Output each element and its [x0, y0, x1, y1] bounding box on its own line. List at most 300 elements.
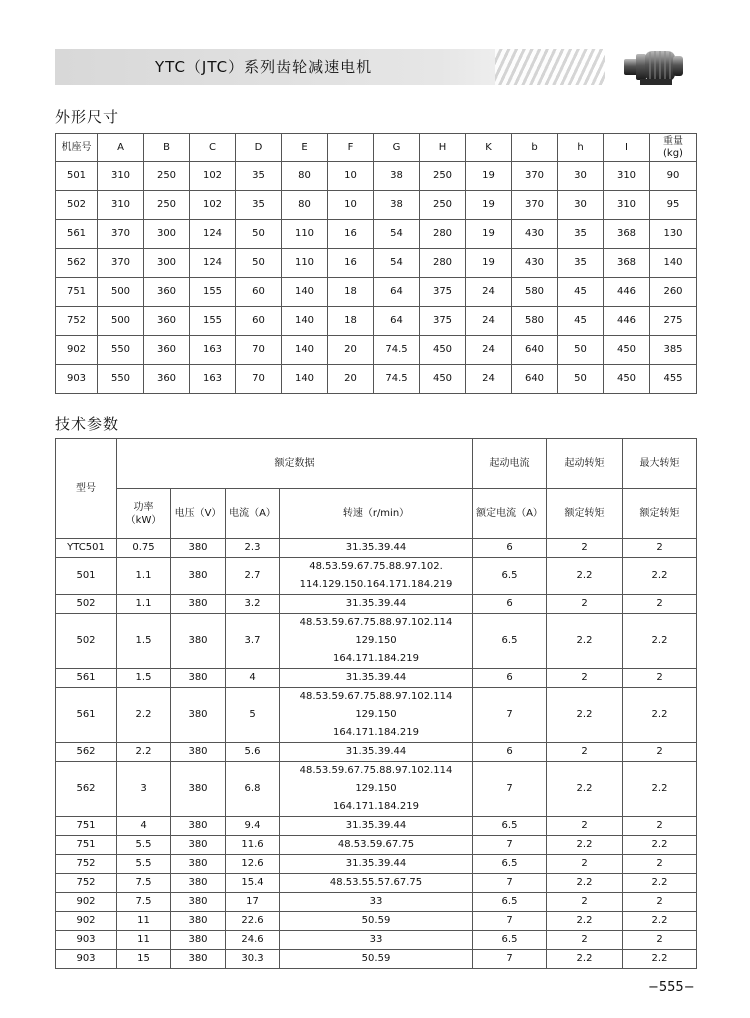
table-cell: 360 [144, 307, 190, 336]
table-cell-model: 902 [56, 893, 117, 912]
table-row [56, 817, 697, 836]
speed-line: 48.53.59.67.75 [337, 839, 415, 850]
table-cell-max-torque: 2 [623, 855, 697, 874]
table-cell: 45 [558, 278, 604, 307]
table-cell: 450 [604, 365, 650, 394]
table-cell-max-torque: 2.2 [623, 836, 697, 855]
table-cell: 38 [374, 191, 420, 220]
table-cell-model: 561 [56, 688, 117, 743]
table-cell: 360 [144, 278, 190, 307]
table-cell: 580 [512, 307, 558, 336]
table-row [56, 365, 697, 394]
table-cell: 18 [328, 307, 374, 336]
speed-line: 164.171.184.219 [333, 653, 419, 664]
table-cell: 500 [98, 278, 144, 307]
table-cell-speed [280, 669, 473, 688]
table-cell-start-current: 6 [473, 743, 547, 762]
table-row [56, 762, 697, 817]
table-cell: 20 [328, 365, 374, 394]
table-cell: 502 [56, 191, 98, 220]
table-cell-start-current: 7 [473, 836, 547, 855]
header-stripes [495, 49, 605, 85]
table-cell-model: 751 [56, 817, 117, 836]
table-cell-start-current: 7 [473, 950, 547, 969]
table-cell: 140 [282, 278, 328, 307]
table-cell-model: 502 [56, 595, 117, 614]
table-cell: 38 [374, 162, 420, 191]
table-cell-model: 562 [56, 762, 117, 817]
page-number: −555− [648, 980, 695, 995]
table-cell: 140 [650, 249, 697, 278]
table-cell-start-current: 6.5 [473, 855, 547, 874]
column-header: 重量 (kg) [650, 134, 697, 162]
table-cell-start-torque: 2 [547, 893, 623, 912]
table-row [56, 743, 697, 762]
table-cell-power: 1.5 [117, 669, 171, 688]
table-cell-start-current: 6 [473, 669, 547, 688]
table-cell-power: 5.5 [117, 855, 171, 874]
column-header: C [190, 134, 236, 162]
table-cell: 19 [466, 249, 512, 278]
speed-line: 50.59 [361, 953, 391, 964]
subheader-rated-torque: 额定转矩 [547, 489, 623, 539]
table-cell-start-current: 6.5 [473, 558, 547, 595]
table-cell-start-torque: 2 [547, 855, 623, 874]
table-cell: 70 [236, 365, 282, 394]
table-cell: 310 [604, 191, 650, 220]
table-cell: 163 [190, 365, 236, 394]
table-cell-current: 2.3 [226, 539, 280, 558]
table-cell: 310 [98, 162, 144, 191]
table-cell-voltage: 380 [171, 539, 226, 558]
table-cell: 16 [328, 220, 374, 249]
table-row [56, 836, 697, 855]
table-cell-power: 2.2 [117, 743, 171, 762]
table-cell: 163 [190, 336, 236, 365]
table-cell-start-current: 7 [473, 762, 547, 817]
column-header: A [98, 134, 144, 162]
table-cell-start-torque: 2 [547, 539, 623, 558]
table-cell: 50 [236, 220, 282, 249]
table-cell: 30 [558, 191, 604, 220]
speed-line: 33 [369, 896, 383, 907]
header-max-torque: 最大转矩 [623, 439, 697, 489]
header-start-current: 起动电流 [473, 439, 547, 489]
table-cell-max-torque: 2 [623, 669, 697, 688]
table-cell-speed [280, 743, 473, 762]
table-row [56, 912, 697, 931]
table-cell-speed [280, 855, 473, 874]
table-cell: 902 [56, 336, 98, 365]
table-cell: 24 [466, 365, 512, 394]
table-cell-model: 751 [56, 836, 117, 855]
table-cell: 375 [420, 278, 466, 307]
table-cell-speed [280, 595, 473, 614]
subheader-power-label: 功率 （kW） [125, 501, 162, 526]
column-header: K [466, 134, 512, 162]
table-row [56, 220, 697, 249]
table-cell-start-current: 7 [473, 688, 547, 743]
header-model: 型号 [56, 439, 117, 539]
table-cell-start-torque: 2.2 [547, 950, 623, 969]
table-row [56, 874, 697, 893]
table-cell: 16 [328, 249, 374, 278]
table-cell: 550 [98, 365, 144, 394]
table-cell: 102 [190, 162, 236, 191]
speed-line: 48.53.55.57.67.75 [329, 877, 423, 888]
speed-line: 31.35.39.44 [345, 858, 407, 869]
table-cell: 102 [190, 191, 236, 220]
table-cell: 140 [282, 365, 328, 394]
table-cell-current: 5.6 [226, 743, 280, 762]
subheader-current: 电流（A） [226, 489, 280, 539]
table-cell-max-torque: 2.2 [623, 912, 697, 931]
table-row [56, 950, 697, 969]
column-header: F [328, 134, 374, 162]
table-cell-start-torque: 2.2 [547, 614, 623, 669]
column-header: b [512, 134, 558, 162]
speed-line: 31.35.39.44 [345, 542, 407, 553]
table-cell: 54 [374, 220, 420, 249]
table-cell-start-torque: 2.2 [547, 762, 623, 817]
table-cell-speed [280, 874, 473, 893]
table-cell: 50 [558, 336, 604, 365]
table-cell-speed [280, 893, 473, 912]
table-cell: 35 [236, 162, 282, 191]
table-cell: 64 [374, 307, 420, 336]
table-cell-model: 561 [56, 669, 117, 688]
table-cell-model: 903 [56, 931, 117, 950]
table-cell-voltage: 380 [171, 893, 226, 912]
speed-line: 164.171.184.219 [333, 727, 419, 738]
table-cell-speed [280, 931, 473, 950]
table-cell-model: 502 [56, 614, 117, 669]
table-cell: 250 [144, 162, 190, 191]
table-cell: 74.5 [374, 365, 420, 394]
table-cell: 561 [56, 220, 98, 249]
table-cell: 95 [650, 191, 697, 220]
table-cell-start-current: 6.5 [473, 614, 547, 669]
table-row [56, 595, 697, 614]
table-cell: 375 [420, 307, 466, 336]
table-row [56, 539, 697, 558]
table-cell-voltage: 380 [171, 874, 226, 893]
subheader-voltage: 电压（V） [171, 489, 226, 539]
table-cell-power: 11 [117, 931, 171, 950]
column-header: I [604, 134, 650, 162]
table-cell-power: 0.75 [117, 539, 171, 558]
table-cell-current: 5 [226, 688, 280, 743]
speed-line: 33 [369, 934, 383, 945]
table-row [56, 162, 697, 191]
table-cell-power: 4 [117, 817, 171, 836]
speed-line: 114.129.150.164.171.184.219 [299, 579, 453, 590]
table-cell: 10 [328, 162, 374, 191]
page-header [55, 49, 695, 85]
table-cell-current: 15.4 [226, 874, 280, 893]
table-cell-start-current: 6 [473, 595, 547, 614]
speed-line: 31.35.39.44 [345, 598, 407, 609]
table-cell-start-current: 6.5 [473, 817, 547, 836]
table-cell: 310 [604, 162, 650, 191]
table-row [56, 558, 697, 595]
table-cell-start-torque: 2 [547, 931, 623, 950]
table-cell: 640 [512, 336, 558, 365]
table-row [56, 336, 697, 365]
table-cell-start-current: 6 [473, 539, 547, 558]
table-cell-max-torque: 2.2 [623, 688, 697, 743]
table-cell: 455 [650, 365, 697, 394]
speed-line: 48.53.59.67.75.88.97.102.114 [299, 765, 453, 776]
table-row [56, 307, 697, 336]
column-header: E [282, 134, 328, 162]
speed-line: 50.59 [361, 915, 391, 926]
table-cell-max-torque: 2 [623, 595, 697, 614]
header-start-torque: 起动转矩 [547, 439, 623, 489]
table-cell-voltage: 380 [171, 836, 226, 855]
table-cell-speed [280, 950, 473, 969]
table-cell-max-torque: 2 [623, 893, 697, 912]
table-cell: 155 [190, 307, 236, 336]
table-cell-power: 1.5 [117, 614, 171, 669]
table-cell-speed [280, 836, 473, 855]
table-cell-speed [280, 817, 473, 836]
table-cell-speed [280, 688, 473, 743]
table-cell: 430 [512, 249, 558, 278]
table-cell: 35 [558, 220, 604, 249]
header-rated-data: 额定数据 [117, 439, 473, 489]
table-cell-max-torque: 2 [623, 743, 697, 762]
table-cell-power: 7.5 [117, 874, 171, 893]
table-cell: 80 [282, 162, 328, 191]
table-cell-current: 6.8 [226, 762, 280, 817]
table-cell: 446 [604, 278, 650, 307]
table-cell-power: 15 [117, 950, 171, 969]
table-header-row [56, 134, 697, 162]
table-cell-voltage: 380 [171, 595, 226, 614]
table-cell: 24 [466, 307, 512, 336]
table-cell-power: 5.5 [117, 836, 171, 855]
table-cell-power: 2.2 [117, 688, 171, 743]
speed-line: 48.53.59.67.75.88.97.102. [309, 561, 443, 572]
table-cell-model: 562 [56, 743, 117, 762]
table-cell-max-torque: 2.2 [623, 874, 697, 893]
table-cell: 300 [144, 249, 190, 278]
header-title: YTC（JTC）系列齿轮减速电机 [155, 58, 373, 76]
table-cell: 368 [604, 220, 650, 249]
table-cell-start-torque: 2.2 [547, 912, 623, 931]
table-cell-current: 4 [226, 669, 280, 688]
table-row [56, 669, 697, 688]
table-cell: 140 [282, 307, 328, 336]
table-cell: 45 [558, 307, 604, 336]
table-cell-start-torque: 2 [547, 669, 623, 688]
table-cell-voltage: 380 [171, 912, 226, 931]
table-cell: 124 [190, 220, 236, 249]
speed-line: 129.150 [355, 709, 397, 720]
table-cell-max-torque: 2 [623, 931, 697, 950]
table-cell: 370 [98, 220, 144, 249]
table-cell-speed [280, 762, 473, 817]
table-cell-voltage: 380 [171, 855, 226, 874]
table-cell-max-torque: 2 [623, 539, 697, 558]
table-cell-voltage: 380 [171, 669, 226, 688]
table-row [56, 855, 697, 874]
table-cell: 446 [604, 307, 650, 336]
table-cell-model: 903 [56, 950, 117, 969]
table-cell-speed [280, 539, 473, 558]
table-cell-current: 9.4 [226, 817, 280, 836]
table-cell: 24 [466, 336, 512, 365]
table-cell: 35 [236, 191, 282, 220]
table-cell-start-torque: 2.2 [547, 558, 623, 595]
table-cell: 260 [650, 278, 697, 307]
table-cell-power: 3 [117, 762, 171, 817]
table-cell: 19 [466, 191, 512, 220]
column-header: H [420, 134, 466, 162]
table-cell: 250 [420, 162, 466, 191]
table-cell-model: 501 [56, 558, 117, 595]
table-cell-start-torque: 2 [547, 817, 623, 836]
table-cell: 19 [466, 220, 512, 249]
table-cell: 110 [282, 220, 328, 249]
column-header: 机座号 [56, 134, 98, 162]
table-cell: 50 [558, 365, 604, 394]
table-cell-start-torque: 2.2 [547, 874, 623, 893]
speed-line: 164.171.184.219 [333, 801, 419, 812]
table-cell-power: 1.1 [117, 595, 171, 614]
table-cell: 450 [420, 365, 466, 394]
column-header: G [374, 134, 420, 162]
table-cell: 50 [236, 249, 282, 278]
table-cell: 80 [282, 191, 328, 220]
table-cell-voltage: 380 [171, 817, 226, 836]
table-cell: 250 [420, 191, 466, 220]
table-cell: 550 [98, 336, 144, 365]
table-cell: 60 [236, 278, 282, 307]
dimensions-table [55, 133, 697, 394]
table-cell: 110 [282, 249, 328, 278]
table-cell-voltage: 380 [171, 743, 226, 762]
table-cell: 360 [144, 336, 190, 365]
table-cell: 140 [282, 336, 328, 365]
table-cell: 20 [328, 336, 374, 365]
table-cell-voltage: 380 [171, 688, 226, 743]
subheader-rated-torque-max: 额定转矩 [623, 489, 697, 539]
table-cell: 74.5 [374, 336, 420, 365]
table-cell-max-torque: 2.2 [623, 950, 697, 969]
table-cell: 903 [56, 365, 98, 394]
table-cell: 385 [650, 336, 697, 365]
table-cell: 751 [56, 278, 98, 307]
table-cell-power: 11 [117, 912, 171, 931]
speed-line: 31.35.39.44 [345, 820, 407, 831]
table-cell-max-torque: 2 [623, 817, 697, 836]
table-cell: 24 [466, 278, 512, 307]
table-cell-max-torque: 2.2 [623, 558, 697, 595]
table-cell: 562 [56, 249, 98, 278]
table-cell-voltage: 380 [171, 614, 226, 669]
table-row [56, 614, 697, 669]
table-cell: 370 [98, 249, 144, 278]
table-cell: 275 [650, 307, 697, 336]
table-cell-start-current: 7 [473, 912, 547, 931]
table-cell: 450 [604, 336, 650, 365]
table-row [56, 249, 697, 278]
technical-section-title: 技术参数 [55, 415, 120, 433]
table-cell: 500 [98, 307, 144, 336]
table-cell-current: 17 [226, 893, 280, 912]
table-cell-start-torque: 2.2 [547, 836, 623, 855]
table-row [56, 931, 697, 950]
table-cell: 54 [374, 249, 420, 278]
table-cell-speed [280, 558, 473, 595]
subheader-power [117, 489, 171, 539]
speed-line: 48.53.59.67.75.88.97.102.114 [299, 617, 453, 628]
table-cell-voltage: 380 [171, 931, 226, 950]
table-cell-power: 1.1 [117, 558, 171, 595]
table-cell-voltage: 380 [171, 950, 226, 969]
table-row [56, 893, 697, 912]
table-cell: 64 [374, 278, 420, 307]
table-cell-current: 3.7 [226, 614, 280, 669]
table-cell: 90 [650, 162, 697, 191]
table-cell-start-current: 7 [473, 874, 547, 893]
table-cell: 280 [420, 249, 466, 278]
table-cell-model: 752 [56, 874, 117, 893]
speed-line: 31.35.39.44 [345, 672, 407, 683]
table-cell: 155 [190, 278, 236, 307]
gear-motor-icon [620, 45, 690, 89]
technical-table [55, 438, 697, 969]
table-cell-start-torque: 2.2 [547, 688, 623, 743]
table-cell: 360 [144, 365, 190, 394]
table-cell-voltage: 380 [171, 558, 226, 595]
table-cell-model: YTC501 [56, 539, 117, 558]
table-cell-current: 24.6 [226, 931, 280, 950]
table-cell: 10 [328, 191, 374, 220]
table-row [56, 191, 697, 220]
table-cell-max-torque: 2.2 [623, 762, 697, 817]
table-cell-current: 30.3 [226, 950, 280, 969]
table-cell-start-torque: 2 [547, 743, 623, 762]
table-cell-start-current: 6.5 [473, 931, 547, 950]
table-cell: 310 [98, 191, 144, 220]
table-cell: 19 [466, 162, 512, 191]
speed-line: 31.35.39.44 [345, 746, 407, 757]
table-cell-model: 752 [56, 855, 117, 874]
table-cell: 370 [512, 191, 558, 220]
table-cell: 580 [512, 278, 558, 307]
table-cell: 368 [604, 249, 650, 278]
table-cell-speed [280, 614, 473, 669]
table-cell-power: 7.5 [117, 893, 171, 912]
table-cell-current: 3.2 [226, 595, 280, 614]
table-cell: 124 [190, 249, 236, 278]
table-cell-start-torque: 2 [547, 595, 623, 614]
table-cell: 501 [56, 162, 98, 191]
subheader-rated-current: 额定电流（A） [473, 489, 547, 539]
speed-line: 129.150 [355, 635, 397, 646]
table-cell-current: 22.6 [226, 912, 280, 931]
table-cell: 130 [650, 220, 697, 249]
table-cell: 30 [558, 162, 604, 191]
table-row [56, 278, 697, 307]
dimensions-section-title: 外形尺寸 [55, 108, 120, 126]
table-cell: 35 [558, 249, 604, 278]
table-cell: 18 [328, 278, 374, 307]
subheader-speed: 转速（r/min） [280, 489, 473, 539]
